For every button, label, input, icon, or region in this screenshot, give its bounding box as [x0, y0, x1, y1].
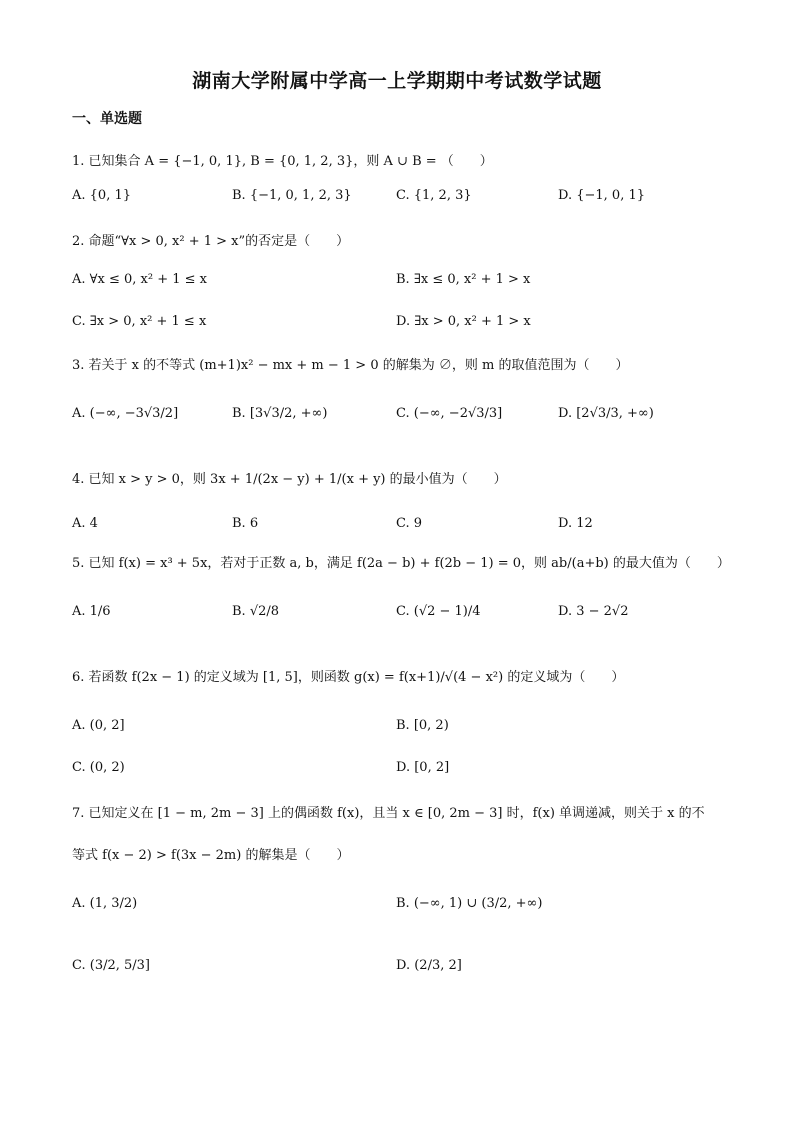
q4-option-d: D. 12 — [558, 516, 593, 531]
q7-option-a: A. (1, 3/2) — [72, 896, 138, 911]
q6-option-a: A. (0, 2] — [72, 718, 125, 733]
q2-option-b: B. ∃x ≤ 0, x² + 1 > x — [396, 272, 531, 287]
question-2-stem: 2. 命题“∀x > 0, x² + 1 > x”的否定是（ ） — [72, 234, 350, 249]
q4-option-b: B. 6 — [232, 516, 259, 531]
q2-option-a: A. ∀x ≤ 0, x² + 1 ≤ x — [72, 272, 207, 287]
q5-option-d: D. 3 − 2√2 — [558, 604, 629, 619]
q3-option-a: A. (−∞, −3√3/2] — [72, 406, 179, 421]
question-3-stem: 3. 若关于 x 的不等式 (m+1)x² − mx + m − 1 > 0 的解集为 ∅，则 m 的取值范围为（ ） — [72, 358, 629, 373]
question-7-stem: 7. 已知定义在 [1 − m, 2m − 3] 上的偶函数 f(x)，且当 x ∈ [0, 2m − 3] 时，f(x) 单调递减，则关于 x 的不 — [72, 806, 705, 821]
q3-option-d: D. [2√3/3, +∞) — [558, 406, 654, 421]
q5-option-c: C. (√2 − 1)/4 — [396, 604, 481, 619]
q6-option-b: B. [0, 2) — [396, 718, 449, 733]
q7-option-c: C. (3/2, 5/3] — [72, 958, 150, 973]
q1-option-b: B. {−1, 0, 1, 2, 3} — [232, 188, 352, 203]
q7-option-d: D. (2/3, 2] — [396, 958, 462, 973]
q4-option-c: C. 9 — [396, 516, 423, 531]
section-heading: 一、单选题 — [72, 111, 142, 127]
q3-option-c: C. (−∞, −2√3/3] — [396, 406, 503, 421]
q5-option-a: A. 1/6 — [72, 604, 111, 619]
q1-option-a: A. {0, 1} — [72, 188, 132, 203]
page-title: 湖南大学附属中学高一上学期期中考试数学试题 — [192, 70, 602, 92]
q1-option-d: D. {−1, 0, 1} — [558, 188, 646, 203]
question-7-stem-cont: 等式 f(x − 2) > f(3x − 2m) 的解集是（ ） — [72, 848, 350, 863]
q3-option-b: B. [3√3/2, +∞) — [232, 406, 328, 421]
question-6-stem: 6. 若函数 f(2x − 1) 的定义域为 [1, 5]，则函数 g(x) = f(x+1)/√(4 − x²) 的定义域为（ ） — [72, 670, 625, 685]
q1-option-c: C. {1, 2, 3} — [396, 188, 472, 203]
q6-option-d: D. [0, 2] — [396, 760, 450, 775]
question-4-stem: 4. 已知 x > y > 0，则 3x + 1/(2x − y) + 1/(x + y) 的最小值为（ ） — [72, 472, 507, 487]
q2-option-c: C. ∃x > 0, x² + 1 ≤ x — [72, 314, 207, 329]
question-5-stem: 5. 已知 f(x) = x³ + 5x，若对于正数 a, b，满足 f(2a − b) + f(2b − 1) = 0，则 ab/(a+b) 的最大值为（ ） — [72, 556, 730, 571]
q4-option-a: A. 4 — [72, 516, 98, 531]
q6-option-c: C. (0, 2) — [72, 760, 125, 775]
question-1-stem: 1. 已知集合 A = {−1, 0, 1}, B = {0, 1, 2, 3}，则 A ∪ B = （ ） — [72, 154, 493, 169]
q7-option-b: B. (−∞, 1) ∪ (3/2, +∞) — [396, 896, 543, 911]
q5-option-b: B. √2/8 — [232, 604, 280, 619]
q2-option-d: D. ∃x > 0, x² + 1 > x — [396, 314, 531, 329]
